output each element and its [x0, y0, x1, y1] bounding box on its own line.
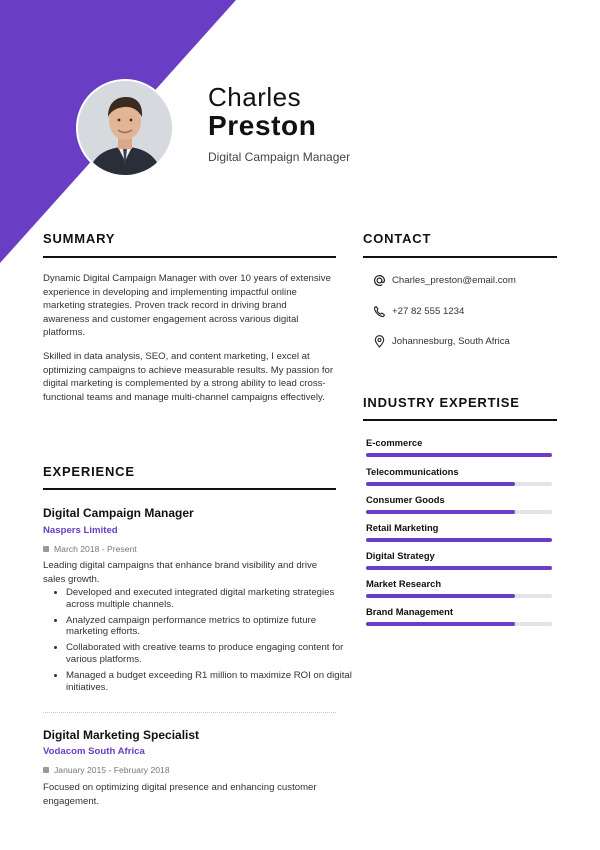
bullet-item: • Managed a budget exceeding R1 million to maximize ROI on digital initiatives.	[66, 670, 354, 694]
skill-bar	[366, 622, 552, 626]
company-name-2: Vodacom South Africa	[43, 746, 145, 757]
calendar-icon	[43, 767, 49, 773]
job-description-1: Leading digital campaigns that enhance brand visibility and drive sales growth.	[43, 560, 318, 585]
skill-bar-fill	[366, 622, 515, 626]
summary-rule	[43, 256, 336, 258]
skill-name: Digital Strategy	[366, 550, 435, 561]
expertise-heading: INDUSTRY EXPERTISE	[363, 395, 520, 410]
skill-name: Brand Management	[366, 606, 453, 617]
job-dates-2	[43, 765, 170, 775]
skill-bar	[366, 510, 552, 514]
job-bullets-1	[52, 587, 354, 697]
skill-name: Market Research	[366, 578, 442, 589]
experience-heading: EXPERIENCE	[43, 464, 135, 479]
skill-name: E-commerce	[366, 437, 423, 448]
email-text: Charles_preston@email.com	[392, 274, 516, 286]
contact-heading: CONTACT	[363, 231, 432, 246]
summary-paragraph: Dynamic Digital Campaign Manager with over 10 years of extensive experience in developing and implementing impactful online marketing strategies. Proven track record in driving brand awareness and customer engagement across various digital platforms.	[43, 273, 331, 339]
summary-paragraph: Skilled in data analysis, SEO, and content marketing, I excel at optimizing campaigns to achieve measurable results. My passion for digital marketing is complemented by a strong ability to lead cross-functional teams and manage multi-channel campaigns effectively.	[43, 350, 334, 403]
skill-item	[366, 437, 552, 457]
phone-icon	[372, 304, 386, 318]
skill-bar	[366, 594, 552, 598]
job-title: Digital Campaign Manager	[208, 150, 351, 164]
skill-name: Retail Marketing	[366, 522, 439, 533]
job-dates-1	[43, 544, 137, 554]
summary-heading: SUMMARY	[43, 231, 116, 246]
skill-bar-fill	[366, 566, 552, 570]
skill-item	[366, 466, 552, 486]
skill-item	[366, 522, 552, 542]
skill-bar	[366, 538, 552, 542]
skill-name: Consumer Goods	[366, 494, 445, 505]
calendar-icon	[43, 546, 49, 552]
experience-rule	[43, 488, 336, 490]
skill-bar	[366, 453, 552, 457]
skill-bar-fill	[366, 482, 515, 486]
bullet-item: • Analyzed campaign performance metrics to optimize future marketing efforts.	[66, 615, 354, 639]
job-divider	[43, 712, 336, 713]
contact-email[interactable]	[372, 273, 516, 287]
first-name: Charles	[208, 82, 302, 112]
skill-bar-fill	[366, 594, 515, 598]
last-name: Preston	[208, 110, 317, 141]
summary-text	[43, 272, 335, 414]
contact-location	[372, 334, 510, 348]
skill-item	[366, 606, 552, 626]
bullet-item: • Developed and executed integrated digital marketing strategies across multiple channels.	[66, 587, 354, 611]
location-text: Johannesburg, South Africa	[392, 335, 510, 347]
skill-item	[366, 578, 552, 598]
contact-phone[interactable]	[372, 304, 464, 318]
skill-item	[366, 550, 552, 570]
profile-photo	[76, 79, 174, 177]
job-title-2: Digital Marketing Specialist	[43, 728, 200, 742]
job-dates-text: January 2015 - February 2018	[54, 765, 170, 775]
skill-name: Telecommunications	[366, 466, 459, 477]
at-icon	[372, 273, 386, 287]
skill-bar-fill	[366, 453, 552, 457]
bullet-item: • Collaborated with creative teams to produce engaging content for various platforms.	[66, 642, 354, 666]
skill-bar-fill	[366, 538, 552, 542]
phone-text: +27 82 555 1234	[392, 305, 465, 317]
location-pin-icon	[372, 334, 386, 348]
job-description-2: Focused on optimizing digital presence and enhancing customer engagement.	[43, 782, 317, 807]
skill-bar	[366, 482, 552, 486]
contact-rule	[363, 256, 557, 258]
job-dates-text: March 2018 - Present	[54, 544, 137, 554]
skill-bar	[366, 566, 552, 570]
job-title-1: Digital Campaign Manager	[43, 506, 194, 520]
expertise-rule	[363, 419, 557, 421]
skill-bar-fill	[366, 510, 515, 514]
skill-item	[366, 494, 552, 514]
company-name-1: Naspers Limited	[43, 525, 118, 536]
